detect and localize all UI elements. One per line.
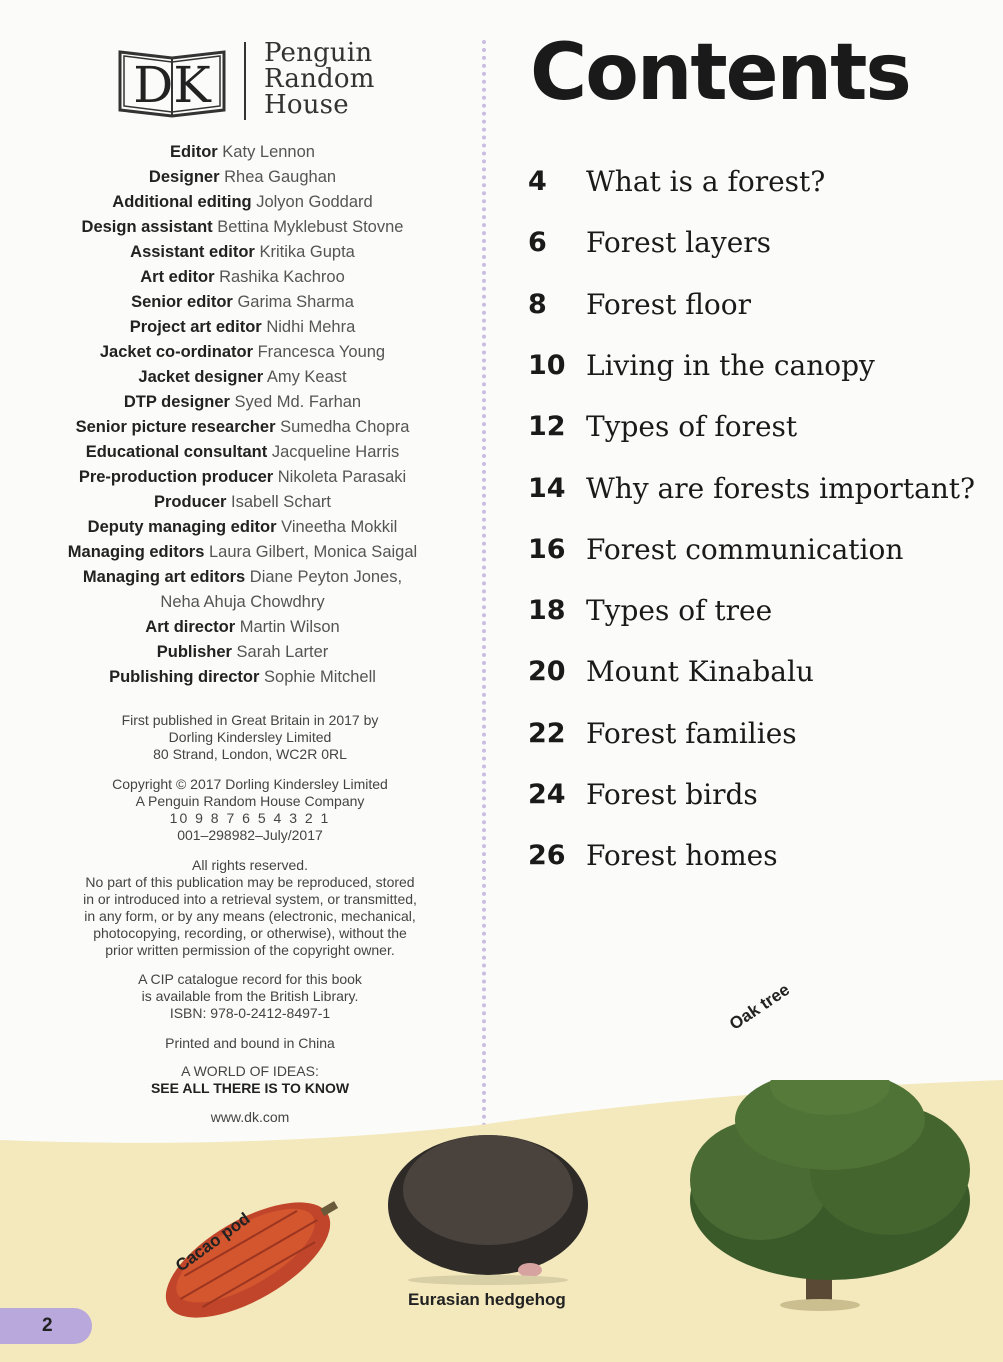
pubinfo-line: in or introduced into a retrieval system, or transmitted, xyxy=(83,891,417,907)
pubinfo-line: Dorling Kindersley Limited xyxy=(168,729,332,745)
toc-entry[interactable] xyxy=(528,472,998,512)
credit-row xyxy=(0,418,485,437)
toc-entry[interactable] xyxy=(528,288,998,328)
toc-page-number: 8 xyxy=(528,288,547,320)
toc-page-number: 16 xyxy=(528,533,566,565)
credit-role: Project art editor xyxy=(129,318,262,336)
toc-title: Forest floor xyxy=(586,287,752,321)
credit-role: Producer xyxy=(154,493,227,511)
page-title: Contents xyxy=(530,28,910,118)
credit-row xyxy=(0,143,485,162)
pubinfo-line: ISBN: 978-0-2412-8497-1 xyxy=(169,1005,331,1021)
toc-page-number: 24 xyxy=(528,779,566,810)
credit-name: Garima Sharma xyxy=(237,293,354,311)
credit-role: DTP designer xyxy=(123,393,230,411)
credit-name: Syed Md. Farhan xyxy=(234,393,362,411)
credit-name: Martin Wilson xyxy=(239,618,340,636)
dotted-divider xyxy=(482,40,486,1160)
pubinfo-line: in any form, or by any means (electronic, mechanical, xyxy=(84,908,416,924)
credit-role: Additional editing xyxy=(112,193,252,211)
toc-page-number: 18 xyxy=(528,595,566,627)
publisher-logo xyxy=(116,38,386,122)
toc-entry[interactable] xyxy=(528,410,998,450)
credit-name: Kritika Gupta xyxy=(259,243,355,261)
toc-title: Why are forests important? xyxy=(586,471,976,505)
credit-role: Assistant editor xyxy=(130,243,255,261)
credit-row xyxy=(0,618,485,637)
pubinfo-line: All rights reserved. xyxy=(192,857,308,873)
pubinfo-line: A CIP catalogue record for this book xyxy=(138,971,362,987)
credit-role: Jacket designer xyxy=(138,368,264,386)
credit-role: Designer xyxy=(148,168,220,186)
credit-name: Sarah Larter xyxy=(236,643,329,661)
printed-text: Printed and bound in China xyxy=(165,1035,335,1051)
toc-entry[interactable] xyxy=(528,165,998,205)
credit-role: Editor xyxy=(170,143,218,161)
rights-block xyxy=(0,857,500,959)
toc-title: Forest communication xyxy=(586,532,904,566)
toc-page-number: 14 xyxy=(528,472,566,504)
pubinfo-line: 10 9 8 7 6 5 4 3 2 1 xyxy=(169,810,331,826)
ground-illustration xyxy=(0,1080,1003,1362)
credit-row xyxy=(0,368,485,387)
credit-role: Senior picture researcher xyxy=(75,418,276,436)
credit-role: Publishing director xyxy=(109,668,260,686)
pubinfo-line: No part of this publication may be reproduced, stored xyxy=(85,874,415,890)
credit-role: Managing art editors xyxy=(82,568,246,586)
credit-row xyxy=(0,393,485,412)
credit-name: Amy Keast xyxy=(266,368,347,386)
pubinfo-line: 001–298982–July/2017 xyxy=(177,827,323,843)
credit-name: Nidhi Mehra xyxy=(266,318,356,336)
toc-page-number: 10 xyxy=(528,349,566,381)
toc-title: Forest families xyxy=(586,716,797,750)
credit-name: Francesca Young xyxy=(257,343,386,361)
slogan-line-2: SEE ALL THERE IS TO KNOW xyxy=(150,1080,350,1096)
toc-title: Forest birds xyxy=(586,778,758,811)
credit-row xyxy=(0,668,485,687)
toc-page-number: 20 xyxy=(528,656,566,688)
toc-entry[interactable] xyxy=(528,594,998,634)
credit-name: Rashika Kachroo xyxy=(219,268,345,286)
first-published-block xyxy=(0,712,500,763)
pubinfo-line: 80 Strand, London, WC2R 0RL xyxy=(153,746,347,762)
credit-row xyxy=(0,293,485,312)
credit-name: Laura Gilbert, Monica Saigal xyxy=(208,543,418,561)
page-number: 2 xyxy=(42,1315,53,1336)
copyright-block xyxy=(0,776,500,844)
toc-title: What is a forest? xyxy=(586,165,826,198)
toc-page-number: 12 xyxy=(528,411,566,443)
credit-name: Nikoleta Parasaki xyxy=(277,468,407,486)
credit-row xyxy=(0,593,485,612)
credit-row xyxy=(0,643,485,662)
credit-role: Art director xyxy=(145,618,236,636)
dk-letters: DK xyxy=(133,56,211,114)
credit-role: Art editor xyxy=(140,268,215,286)
dk-book-logo xyxy=(116,44,228,118)
credit-row xyxy=(0,168,485,187)
credit-name: Rhea Gaughan xyxy=(224,168,337,186)
credit-role: Senior editor xyxy=(131,293,233,311)
pubinfo-line: is available from the British Library. xyxy=(141,988,359,1004)
credit-row xyxy=(0,268,485,287)
credit-row xyxy=(0,343,485,362)
credit-row xyxy=(0,318,485,337)
credit-row xyxy=(0,193,485,212)
credit-role: Jacket co-ordinator xyxy=(99,343,253,361)
credit-row xyxy=(0,243,485,262)
credit-row xyxy=(0,443,485,462)
credit-role: Educational consultant xyxy=(85,443,268,461)
toc-title: Types of forest xyxy=(586,410,798,444)
toc-page-number: 4 xyxy=(528,166,547,197)
credit-name: Neha Ahuja Chowdhry xyxy=(160,593,325,611)
credit-row xyxy=(0,543,485,562)
credit-row xyxy=(0,568,485,587)
credit-row xyxy=(0,518,485,537)
toc-entry[interactable] xyxy=(528,349,998,389)
toc-entry[interactable] xyxy=(528,226,998,266)
website-link[interactable]: www.dk.com xyxy=(210,1109,290,1125)
prh-line-1: Penguin xyxy=(264,38,373,68)
credit-name: Sumedha Chopra xyxy=(280,418,410,436)
pubinfo-line: prior written permission of the copyright owner. xyxy=(105,942,395,958)
toc-entry[interactable] xyxy=(528,778,998,818)
credit-row xyxy=(0,468,485,487)
credit-name: Jolyon Goddard xyxy=(256,193,373,211)
credit-name: Bettina Myklebust Stovne xyxy=(217,218,404,236)
pubinfo-line: Copyright © 2017 Dorling Kindersley Limited xyxy=(112,776,388,792)
credit-role: Managing editors xyxy=(67,543,205,561)
hedgehog-caption: Eurasian hedgehog xyxy=(408,1290,566,1309)
credit-role: Deputy managing editor xyxy=(87,518,277,536)
prh-line-3: House xyxy=(264,90,349,120)
logo-divider xyxy=(244,42,246,120)
credit-name: Sophie Mitchell xyxy=(264,668,376,686)
toc-entry[interactable] xyxy=(528,839,998,879)
credit-role: Pre-production producer xyxy=(78,468,274,486)
penguin-random-house-wordmark xyxy=(264,40,375,118)
cacao-pod-caption: Cacao pod xyxy=(172,1208,254,1276)
pubinfo-line: A Penguin Random House Company xyxy=(135,793,365,809)
credit-role: Design assistant xyxy=(81,218,213,236)
credit-name: Diane Peyton Jones, xyxy=(249,568,403,586)
toc-title: Types of tree xyxy=(586,594,773,628)
prh-line-2: Random xyxy=(264,64,375,94)
credit-role: Publisher xyxy=(156,643,232,661)
credit-row xyxy=(0,218,485,237)
toc-title: Living in the canopy xyxy=(586,348,875,382)
slogan-line-1: A WORLD OF IDEAS: xyxy=(181,1063,319,1079)
toc-entry[interactable] xyxy=(528,533,998,573)
credit-row xyxy=(0,493,485,512)
toc-entry[interactable] xyxy=(528,655,998,695)
oak-tree-caption: Oak tree xyxy=(726,979,794,1034)
credit-name: Vineetha Mokkil xyxy=(281,518,398,536)
toc-title: Forest homes xyxy=(586,839,778,873)
toc-page-number: 6 xyxy=(528,227,547,259)
pubinfo-line: photocopying, recording, or otherwise), without the xyxy=(93,925,407,941)
credit-name: Jacqueline Harris xyxy=(271,443,400,461)
toc-entry[interactable] xyxy=(528,717,998,757)
credit-name: Katy Lennon xyxy=(222,143,315,161)
toc-page-number: 22 xyxy=(528,717,566,749)
toc-page-number: 26 xyxy=(528,840,566,872)
cip-block xyxy=(0,971,500,1022)
pubinfo-line: First published in Great Britain in 2017 by xyxy=(121,712,379,728)
toc-title: Mount Kinabalu xyxy=(586,655,814,689)
credit-name: Isabell Schart xyxy=(231,493,331,511)
printed-line xyxy=(0,1035,500,1052)
toc-title: Forest layers xyxy=(586,226,772,260)
